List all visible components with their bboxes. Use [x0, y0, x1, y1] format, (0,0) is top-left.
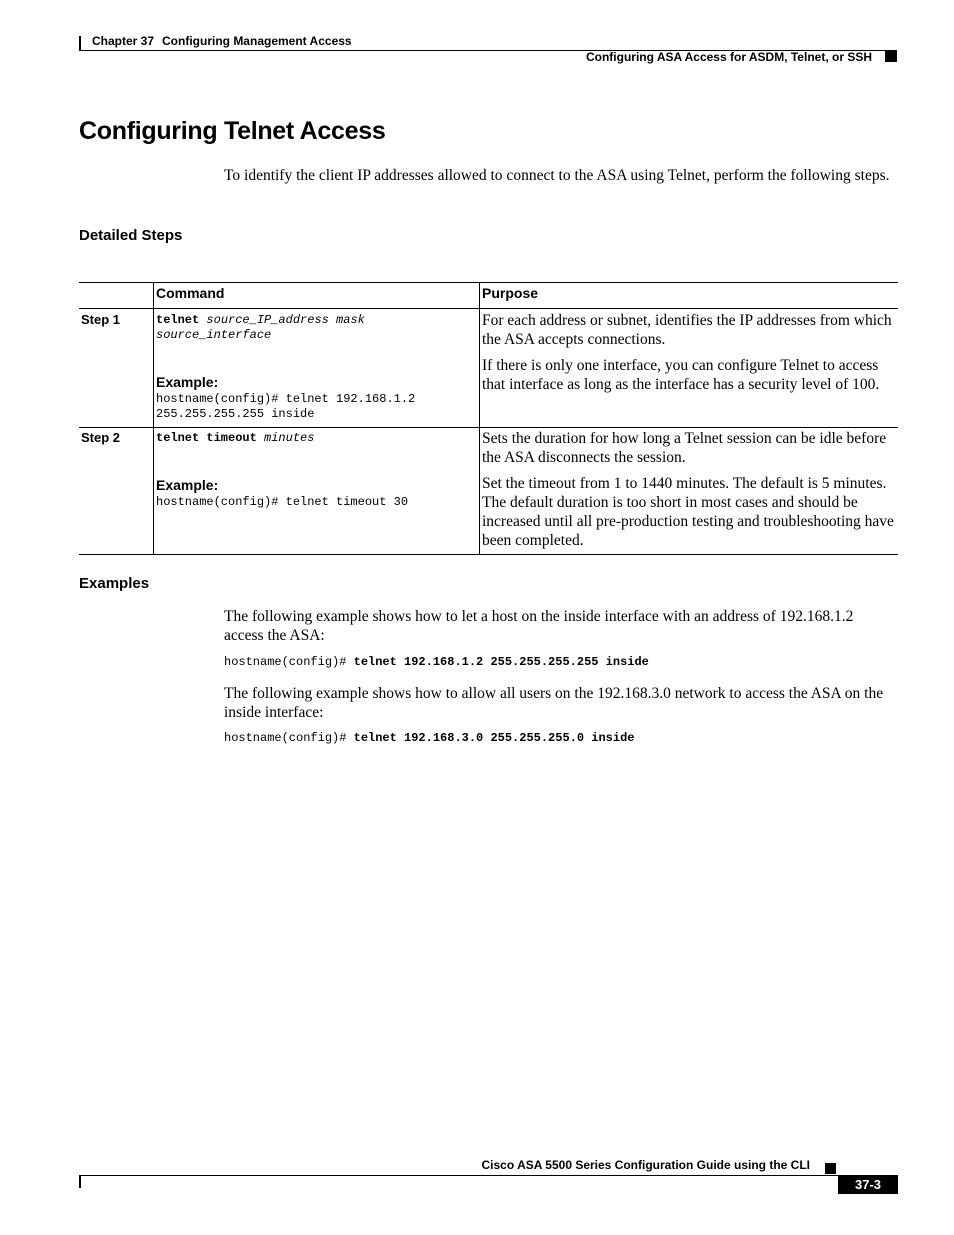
table-row-rule — [79, 427, 898, 428]
example-line: 255.255.255.255 inside — [156, 407, 315, 421]
example-line: hostname(config)# telnet timeout 30 — [156, 495, 409, 509]
header-marker-box — [885, 51, 897, 62]
step-example — [156, 392, 415, 422]
footer-rule — [79, 1175, 839, 1176]
header-chapter-title: Configuring Management Access — [162, 34, 352, 48]
step-purpose: Set the timeout from 1 to 1440 minutes. The default is 5 minutes. The default duration is too short in most cases and should be increased until all pre-production testing and troubleshooting have been completed. — [482, 475, 894, 549]
example-code — [224, 655, 649, 669]
table-bottom-rule — [79, 554, 898, 555]
intro-paragraph: To identify the client IP addresses allowed to connect to the ASA using Telnet, perform the following steps. — [224, 167, 890, 184]
step-label: Step 2 — [81, 430, 121, 445]
example-line: hostname(config)# telnet 192.168.1.2 — [156, 392, 416, 406]
code-command: telnet 192.168.3.0 255.255.255.0 inside — [353, 731, 635, 745]
footer-book-title: Cisco ASA 5500 Series Configuration Guide using the CLI — [481, 1158, 810, 1172]
code-command: telnet 192.168.1.2 255.255.255.255 inside — [353, 655, 649, 669]
step-label: Step 1 — [81, 312, 121, 327]
header-section-title: Configuring ASA Access for ASDM, Telnet, or SSH — [585, 50, 872, 64]
command-args: source_IP_address mask — [206, 313, 365, 327]
header-left-bar — [79, 36, 81, 51]
command-keyword: telnet — [156, 313, 200, 327]
step-purpose: Sets the duration for how long a Telnet session can be idle before the ASA disconnects the session. — [482, 430, 887, 466]
example-description: The following example shows how to let a host on the inside interface with an address of 192.168.1.2 access the ASA: — [224, 608, 854, 644]
code-prompt: hostname(config)# — [224, 731, 347, 745]
footer-left-bar — [79, 1175, 81, 1188]
step-command — [156, 313, 365, 343]
steps-table — [79, 282, 898, 555]
examples-heading: Examples — [79, 575, 150, 592]
table-top-rule — [79, 282, 898, 283]
command-args: source_interface — [156, 328, 272, 342]
code-prompt: hostname(config)# — [224, 655, 347, 669]
table-col-divider — [153, 282, 154, 555]
step-purpose: For each address or subnet, identifies the IP addresses from which the ASA accepts connections. — [482, 312, 892, 348]
footer-marker-box — [825, 1163, 836, 1174]
col-header-command: Command — [156, 285, 225, 301]
header-chapter-number: Chapter 37 — [92, 34, 155, 48]
page-number: 37-3 — [838, 1175, 898, 1194]
step-example — [156, 495, 408, 510]
example-description: The following example shows how to allow all users on the 192.168.3.0 network to access the ASA on the inside interface: — [224, 685, 884, 721]
page-title: Configuring Telnet Access — [79, 117, 386, 145]
example-label: Example: — [156, 374, 219, 390]
detailed-steps-heading: Detailed Steps — [79, 227, 183, 244]
col-header-purpose: Purpose — [482, 285, 539, 301]
command-args: minutes — [264, 431, 315, 445]
table-col-divider — [479, 282, 480, 555]
example-code — [224, 731, 634, 745]
example-label: Example: — [156, 477, 219, 493]
table-header-rule — [79, 308, 898, 309]
step-command — [156, 431, 314, 446]
command-keyword: telnet timeout — [156, 431, 257, 445]
step-purpose: If there is only one interface, you can configure Telnet to access that interface as long as the interface has a security level of 100. — [482, 357, 880, 393]
